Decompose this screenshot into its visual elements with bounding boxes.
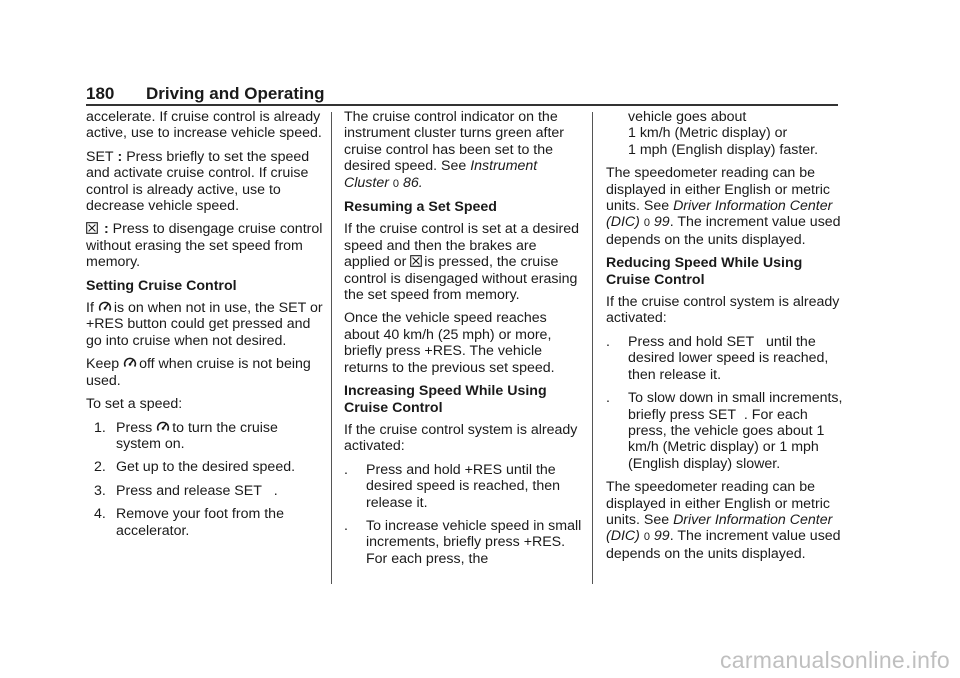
- xref-arrow-icon: 0: [643, 217, 650, 230]
- list-item: . Press and hold SET until the desired lower speed is reached, then release it.: [606, 333, 829, 383]
- paragraph: Once the vehicle speed reaches about 40 km/h (25 mph) or more, briefly press +RES. The vehicle returns to the previous set speed.: [344, 310, 555, 376]
- bullet-icon: .: [344, 517, 348, 534]
- heading-reducing: Reducing Speed While Using Cruise Control: [606, 255, 803, 288]
- paragraph: The speedometer reading can be displayed in either English or metric units. See Driver Information Center (DIC) 0 99. The increment value used depends on the units displayed.: [606, 165, 841, 248]
- heading-increasing: Increasing Speed While Using Cruise Control: [344, 383, 547, 416]
- continued-text: vehicle goes about: [628, 109, 747, 125]
- cruise-control-icon: [98, 300, 112, 314]
- watermark: carmanualsonline.info: [719, 647, 950, 673]
- heading-setting-cruise: Setting Cruise Control: [86, 277, 237, 294]
- heading-resuming: Resuming a Set Speed: [344, 199, 497, 216]
- bullet-icon: .: [606, 390, 610, 407]
- section-title: Driving and Operating: [146, 84, 325, 103]
- paragraph: To set a speed:: [86, 396, 183, 413]
- continued-text: 1 km/h (Metric display) or: [628, 125, 788, 142]
- list-item: 3. Press and release SET .: [94, 482, 278, 499]
- cruise-control-icon: [156, 420, 170, 434]
- xref-arrow-icon: 0: [643, 531, 650, 544]
- list-item: 1. Press to turn the cruise system on.: [94, 419, 278, 452]
- column-1: [86, 109, 326, 546]
- paragraph: The cruise control indicator on the instrument cluster turns green after cruise control has been set to the desired speed. See Instrument Cluster 0 86.: [344, 109, 565, 191]
- page-header: [86, 84, 838, 105]
- cancel-icon: [86, 222, 98, 234]
- cancel-description: : Press to disengage cruise control without erasing the set speed from memory.: [86, 221, 323, 271]
- xref-page[interactable]: 99: [653, 214, 670, 231]
- paragraph: Keep off when cruise is not being used.: [86, 356, 311, 389]
- list-item: . Press and hold +RES until the desired speed is reached, then release it.: [344, 461, 561, 511]
- list-item: . To slow down in small increments, briefly press SET . For each press, the vehicle goes about 1 km/h (Metric display) or 1 mph (English display) slower.: [606, 390, 843, 472]
- cruise-control-icon: [123, 356, 137, 370]
- paragraph: The speedometer reading can be displayed in either English or metric units. See Driver Information Center (DIC) 0 99. The increment value used depends on the units displayed.: [606, 479, 841, 562]
- column-3: [606, 109, 844, 569]
- page-number: 180: [86, 84, 115, 103]
- paragraph: If the cruise control is set at a desired speed and then the brakes are applied or is pressed, the cruise control is disengaged without erasing the set speed from memory.: [344, 221, 579, 304]
- bullet-icon: .: [606, 333, 610, 350]
- xref-link[interactable]: Instrument Cluster: [344, 158, 538, 191]
- paragraph: If the cruise control system is already activated:: [606, 294, 840, 327]
- continued-text: 1 mph (English display) faster.: [628, 141, 819, 158]
- paragraph: If the cruise control system is already activated:: [344, 421, 578, 455]
- column-2: [344, 109, 584, 574]
- list-item: 2. Get up to the desired speed.: [94, 459, 296, 476]
- cancel-icon: [410, 255, 422, 267]
- header-rule: [86, 104, 838, 106]
- bullet-icon: .: [344, 461, 348, 478]
- xref-page[interactable]: 86: [402, 174, 419, 191]
- xref-link[interactable]: Driver Information Center (DIC): [606, 511, 833, 545]
- xref-arrow-icon: 0: [392, 177, 400, 190]
- list-item: . To increase vehicle speed in small increments, briefly press +RES. For each press, the: [344, 517, 582, 567]
- paragraph: accelerate. If cruise control is already active, use to increase vehicle speed.: [86, 109, 322, 142]
- column-divider-1: [331, 112, 332, 584]
- xref-page[interactable]: 99: [653, 528, 670, 545]
- paragraph: If is on when not in use, the SET or +RES button could get pressed and go into cruise when not desired.: [86, 300, 323, 349]
- set-description: SET : Press briefly to set the speed and activate cruise control. If cruise control is already active, use to decrease vehicle speed.: [86, 148, 310, 215]
- column-divider-2: [592, 112, 593, 584]
- list-item: 4. Remove your foot from the accelerator.: [94, 506, 284, 539]
- xref-link[interactable]: Driver Information Center (DIC): [606, 198, 833, 231]
